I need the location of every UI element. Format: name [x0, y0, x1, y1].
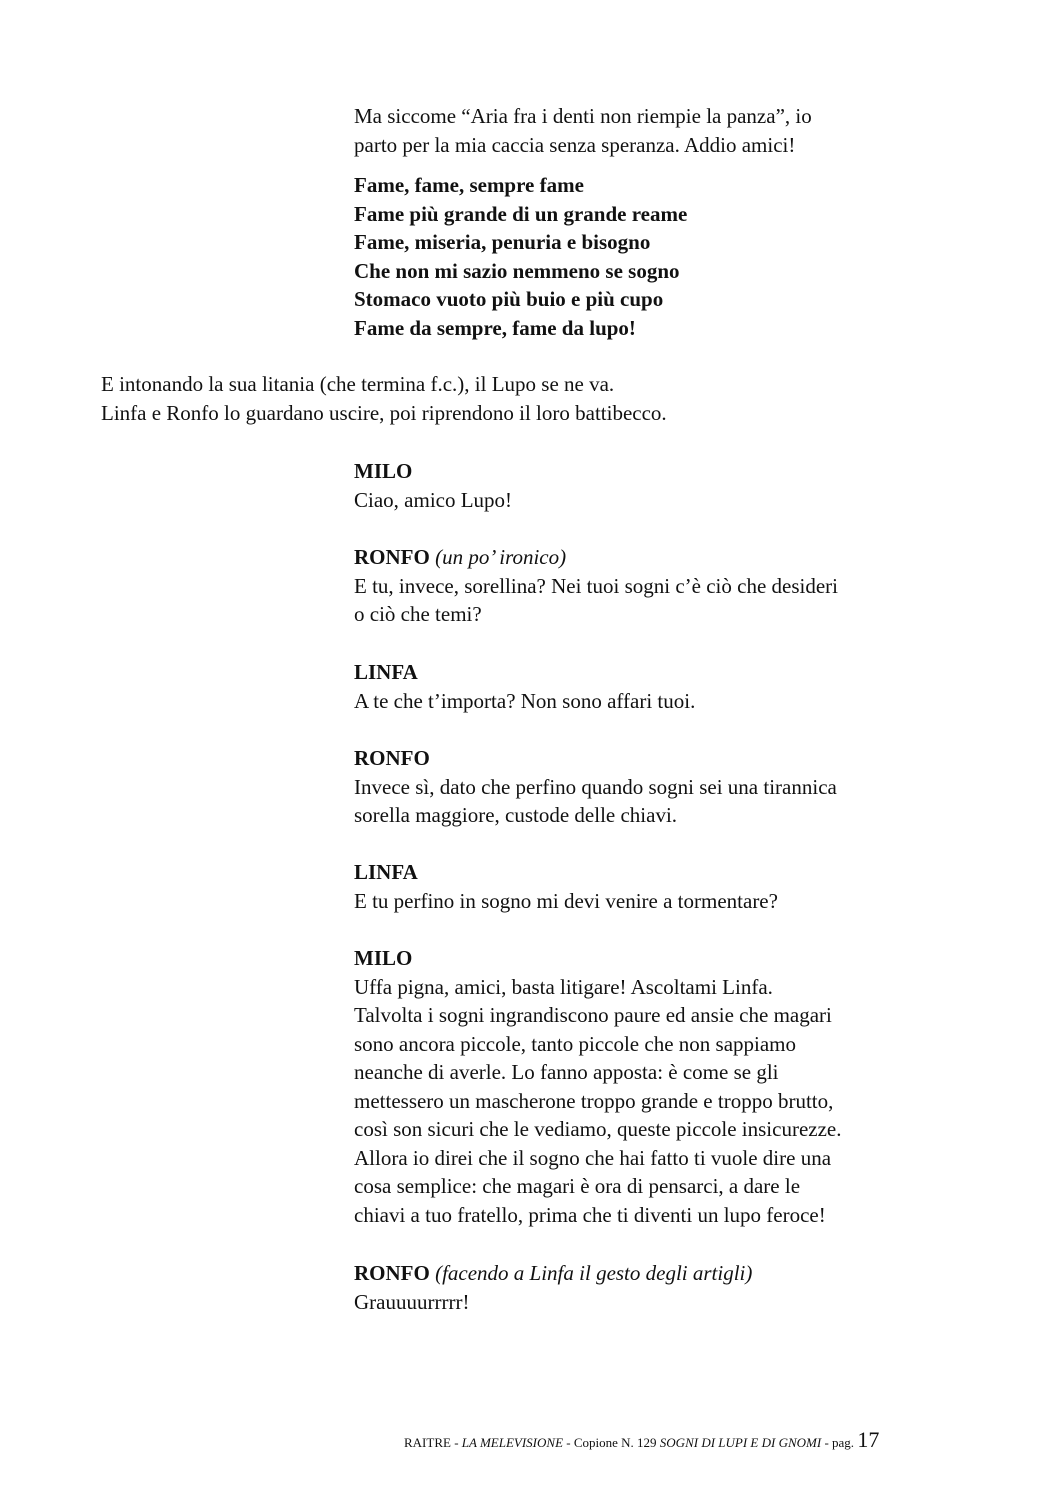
- dialogue-line: E tu perfino in sogno mi devi venire a tormentare?: [354, 888, 778, 913]
- dialogue-line: A te che t’importa? Non sono affari tuoi.: [354, 688, 696, 713]
- dialogue-line: sorella maggiore, custode delle chiavi.: [354, 803, 678, 827]
- direction-line: Linfa e Ronfo lo guardano uscire, poi riprendono il loro battibecco.: [101, 400, 667, 425]
- dialogue-line: Talvolta i sogni ingrandiscono paure ed ansie che magari: [354, 1003, 832, 1027]
- stage-direction: [101, 370, 1001, 427]
- stage-note: (facendo a Linfa il gesto degli artigli): [435, 1261, 753, 1285]
- page-footer: [404, 1428, 879, 1455]
- dialogue-line: mettessero un mascherone troppo grande e troppo brutto,: [354, 1088, 834, 1113]
- song-line: Fame, miseria, penuria e bisogno: [354, 230, 651, 254]
- song-line: Fame più grande di un grande reame: [354, 201, 688, 226]
- direction-line: E intonando la sua litania (che termina f.c.), il Lupo se ne va.: [101, 372, 615, 396]
- dialogue-block: [354, 944, 974, 1229]
- speaker-name: RONFO: [354, 545, 430, 569]
- dialogue-line: sono ancora piccole, tanto piccole che non sappiamo: [354, 1031, 797, 1056]
- footer-page-label: - pag.: [821, 1435, 858, 1450]
- dialogue-block: [354, 858, 974, 915]
- song-line: Fame da sempre, fame da lupo!: [354, 315, 636, 340]
- speaker-name: LINFA: [354, 860, 418, 884]
- footer-program: LA MELEVISIONE: [461, 1435, 564, 1450]
- speaker-name: LINFA: [354, 660, 418, 684]
- intro-speech: [354, 102, 974, 159]
- song-line: Fame, fame, sempre fame: [354, 173, 584, 197]
- dialogue-line: o ciò che temi?: [354, 602, 482, 626]
- intro-line: parto per la mia caccia senza speranza. Addio amici!: [354, 132, 796, 157]
- stage-note: (un po’ ironico): [435, 545, 567, 569]
- dialogue-block: [354, 658, 974, 715]
- footer-network: RAITRE -: [404, 1435, 462, 1450]
- dialogue-line: Ciao, amico Lupo!: [354, 487, 513, 512]
- dialogue-line: neanche di averle. Lo fanno apposta: è come se gli: [354, 1060, 779, 1084]
- speaker-name: RONFO: [354, 1261, 430, 1285]
- dialogue-line: E tu, invece, sorellina? Nei tuoi sogni c’è ciò che desideri: [354, 573, 838, 598]
- dialogue-line: Grauuuurrrrr!: [354, 1289, 470, 1314]
- song-verses: [354, 171, 974, 342]
- dialogue-line: chiavi a tuo fratello, prima che ti diventi un lupo feroce!: [354, 1202, 826, 1227]
- dialogue-block: [354, 457, 974, 514]
- intro-line: Ma siccome “Aria fra i denti non riempie la panza”, io: [354, 104, 812, 128]
- song-line: Che non mi sazio nemmeno se sogno: [354, 258, 680, 283]
- speaker-name: MILO: [354, 459, 413, 483]
- speaker-name: RONFO: [354, 746, 430, 770]
- dialogue-line: Invece sì, dato che perfino quando sogni sei una tirannica: [354, 774, 837, 799]
- dialogue-line: Uffa pigna, amici, basta litigare! Ascoltami Linfa.: [354, 974, 773, 999]
- dialogue-line: così son sicuri che le vediamo, queste piccole insicurezze.: [354, 1117, 842, 1141]
- song-line: Stomaco vuoto più buio e più cupo: [354, 287, 664, 311]
- dialogue-block: [354, 543, 974, 629]
- footer-copy-label: - Copione N. 129: [563, 1435, 660, 1450]
- footer-episode: SOGNI DI LUPI E DI GNOMI: [659, 1435, 822, 1450]
- dialogue-block: [354, 744, 974, 830]
- dialogue-block: [354, 1259, 974, 1316]
- speaker-name: MILO: [354, 946, 413, 970]
- page-number: 17: [857, 1427, 880, 1452]
- dialogue-line: cosa semplice: che magari è ora di pensarci, a dare le: [354, 1174, 801, 1198]
- dialogue-line: Allora io direi che il sogno che hai fatto ti vuole dire una: [354, 1145, 832, 1170]
